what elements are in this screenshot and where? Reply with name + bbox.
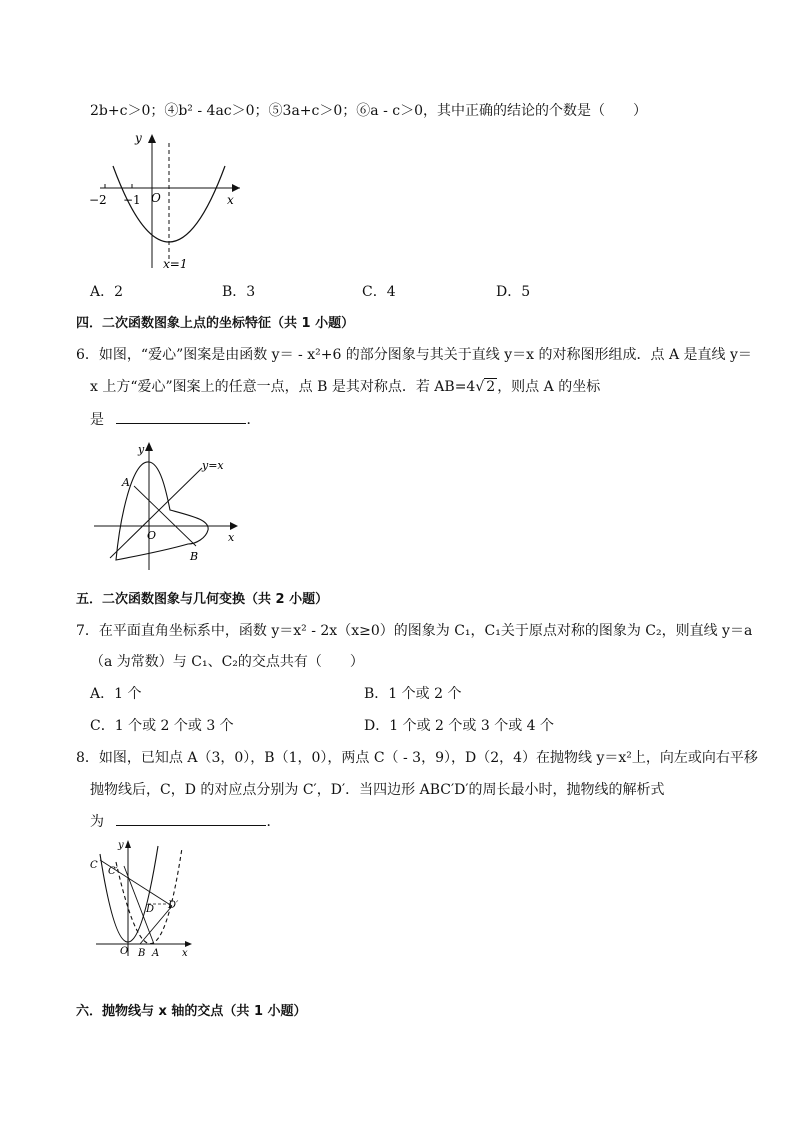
- q8-line-3-suffix: ．: [266, 814, 281, 830]
- q5-origin-label: O: [151, 191, 161, 205]
- q6-x-label: x: [228, 531, 235, 544]
- q8-x-label: x: [182, 948, 188, 959]
- q8-line-3-prefix: 为: [90, 814, 104, 830]
- q8-point-b-label: B: [138, 948, 146, 959]
- q8-line-1: 8．如图，已知点 A（3，0），B（1，0），两点 C（ - 3，9），D（2，4）在抛物线 y＝x²上，向左或向右平移: [76, 750, 758, 766]
- q8-answer-blank[interactable]: [116, 811, 266, 826]
- q8-x-arrow: [185, 941, 192, 947]
- q6-line-label: y=x: [202, 459, 224, 472]
- q5-y-label: y: [135, 131, 142, 145]
- section-6-heading: 六．抛物线与 x 轴的交点（共 1 小题）: [76, 1004, 307, 1019]
- q5-choice-b[interactable]: B．3: [222, 284, 256, 300]
- q5-neg2-label: −2: [89, 193, 107, 207]
- q7-choice-a[interactable]: A．1 个: [90, 686, 142, 702]
- q5-choice-a[interactable]: A．2: [90, 284, 124, 300]
- q8-y-label: y: [118, 840, 124, 851]
- q6-answer-blank[interactable]: [116, 409, 246, 424]
- q8-point-d2-label: D′: [168, 900, 179, 911]
- q8-origin-label: O: [120, 946, 129, 957]
- q5-y-arrow: [148, 134, 156, 143]
- q7-line-2: （a 为常数）与 C₁、C₂的交点共有（ ）: [90, 654, 364, 670]
- q8-parabola-graph: [88, 836, 198, 960]
- q8-point-c-label: C: [90, 860, 98, 871]
- q8-line-2: 抛物线后，C，D 的对应点分别为 C′，D′．当四边形 ABC′D′的周长最小时，抛物线的解析式: [90, 782, 665, 798]
- q6-y-label: y: [138, 443, 145, 456]
- q6-x-arrow: [230, 522, 238, 530]
- q6-y-arrow: [145, 442, 153, 451]
- q6-line-3-suffix: ．: [246, 412, 261, 428]
- q5-x-arrow: [232, 184, 240, 192]
- q8-y-arrow: [125, 840, 131, 848]
- q6-line-3-prefix: 是: [90, 412, 104, 428]
- q6-line-2-part-a: x 上方“爱心”图案上的任意一点，点 B 是其对称点．若 AB=4: [90, 379, 476, 395]
- q5-x-label: x: [227, 193, 234, 207]
- q6-point-b-label: B: [190, 550, 199, 563]
- q5-choice-d[interactable]: D．5: [496, 284, 531, 300]
- q5-neg1-label: −1: [123, 193, 141, 207]
- q5-choice-c[interactable]: C．4: [362, 284, 396, 300]
- q6-line-2: x 上方“爱心”图案上的任意一点，点 B 是其对称点．若 AB=4√ 2 ，则点 A 的坐标: [90, 379, 601, 395]
- q8-point-a-label: A: [152, 948, 160, 959]
- q6-heart-graph: [92, 438, 242, 573]
- q6-point-a-label: A: [122, 476, 130, 489]
- q7-choice-b[interactable]: B．1 个或 2 个: [364, 686, 462, 702]
- q7-line-1: 7．在平面直角坐标系中，函数 y＝x² - 2x（x≥0）的图象为 C₁，C₁关于原点对称的图象为 C₂，则直线 y＝a: [76, 623, 753, 639]
- q6-line-2-part-b: ，则点 A 的坐标: [497, 379, 601, 395]
- q6-segment-ab: [134, 486, 196, 546]
- q7-choice-c[interactable]: C．1 个或 2 个或 3 个: [90, 718, 234, 734]
- q6-origin-label: O: [147, 529, 157, 542]
- q6-sqrt-value: 2: [486, 379, 496, 395]
- q5-parabola-graph: [85, 128, 250, 273]
- section-5-heading: 五．二次函数图象与几何变换（共 2 小题）: [76, 592, 329, 607]
- q6-line-1: 6．如图，“爱心”图案是由函数 y＝ - x²+6 的部分图象与其关于直线 y＝x 的对称图形组成．点 A 是直线 y＝: [76, 347, 752, 363]
- q8-line-3: [90, 811, 280, 832]
- q7-choice-d[interactable]: D．1 个或 2 个或 3 个或 4 个: [364, 718, 555, 734]
- section-4-heading: 四．二次函数图象上点的坐标特征（共 1 小题）: [76, 316, 355, 331]
- q8-original-parabola: [100, 846, 158, 942]
- q6-line-3: [90, 409, 260, 430]
- q8-point-c2-label: C′: [108, 866, 118, 877]
- q8-point-d-label: D: [146, 904, 155, 915]
- q5-continuation-text: 2b+c＞0；④b² - 4ac＞0；⑤3a+c＞0；⑥a - c＞0，其中正确的结论的个数是（ ）: [90, 103, 648, 119]
- q5-axis-label: x=1: [163, 257, 188, 271]
